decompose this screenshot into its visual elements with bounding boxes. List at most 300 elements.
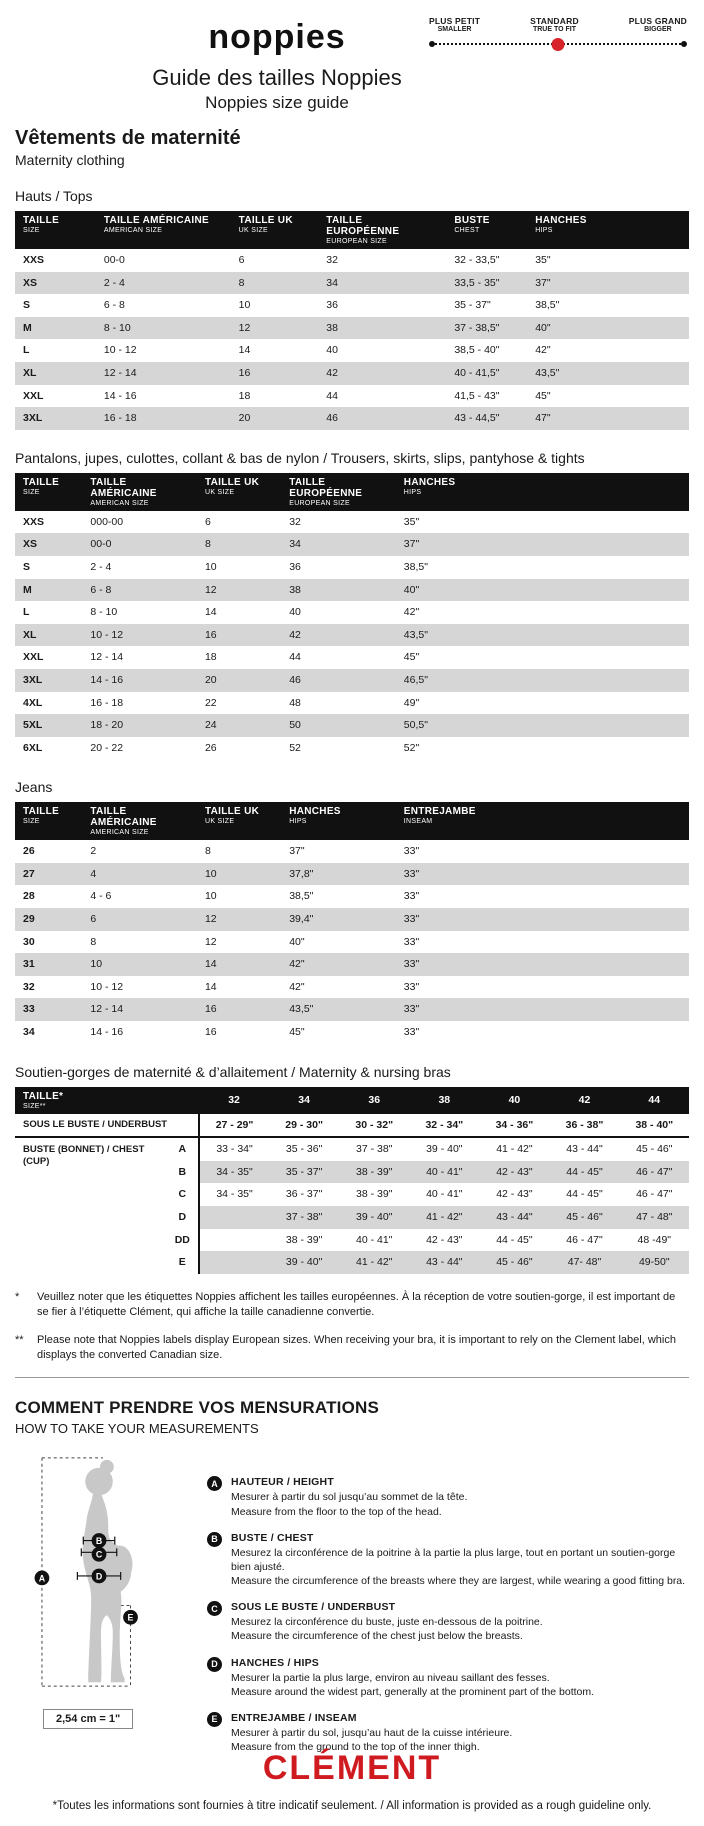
cell: 38,5" [535, 299, 560, 312]
cell: 45 - 46" [479, 1251, 549, 1274]
badge-e: E [127, 1613, 134, 1624]
column-header: TAILLE SIZE [15, 473, 82, 511]
jeans-header-row [15, 802, 689, 840]
column-header: BUSTE CHEST [446, 211, 527, 249]
cell: 10 - 12 [90, 980, 124, 993]
cell: 12 [231, 317, 319, 340]
table-row [15, 362, 689, 385]
cell: 10 - 12 [82, 624, 197, 647]
cell: 44 [326, 389, 338, 402]
table-row [15, 624, 689, 647]
cell: 26 [204, 741, 217, 754]
band-size: 42 [549, 1087, 619, 1114]
cell: 12 - 14 [96, 362, 231, 385]
cell: 36 - 38" [549, 1114, 619, 1138]
cell: 30 - 32" [339, 1114, 409, 1138]
column-header: TAILLE AMÉRICAINE AMERICAN SIZE [82, 473, 197, 511]
cell: 33" [403, 1026, 420, 1039]
fit-option-standard: STANDARD TRUE TO FIT [530, 16, 579, 33]
cell: 31 [15, 953, 82, 976]
cell: 47- 48" [549, 1251, 619, 1274]
cell: 2 - 4 [90, 560, 112, 573]
column-header: TAILLE AMÉRICAINE AMERICAN SIZE [82, 802, 197, 840]
cell: 42" [289, 980, 305, 993]
cell: 18 [204, 651, 217, 664]
cell: 30 [23, 935, 35, 948]
cell: 33" [403, 935, 420, 948]
measurement-item-inseam: E ENTREJAMBE / INSEAM Mesurer à partir du sol, jusqu’au haut de la cuisse intérieure. Measure from the ground to the top of the inner thigh. [207, 1712, 689, 1754]
cell: 43,5" [527, 362, 689, 385]
table-row [15, 272, 689, 295]
cell: M [15, 579, 82, 602]
cell: 52 [289, 741, 301, 754]
cell: 35 - 37" [454, 299, 491, 312]
table-row [15, 737, 689, 760]
cell: 5XL [15, 714, 82, 737]
cell: 40 - 41" [409, 1161, 479, 1184]
cell: 33" [403, 845, 420, 858]
letter-badge: C [207, 1601, 222, 1616]
cell: 3XL [15, 407, 96, 430]
cell: 000-00 [90, 515, 124, 528]
cell: 16 [204, 1026, 217, 1039]
cell: C [167, 1183, 199, 1206]
cell: 18 - 20 [82, 714, 197, 737]
column-header: TAILLE UK UK SIZE [197, 802, 281, 840]
cell: 33" [403, 980, 420, 993]
cell: 42 [281, 624, 396, 647]
cell: E [167, 1251, 199, 1274]
measurements-section [15, 1450, 689, 1767]
cell: 3XL [15, 669, 82, 692]
table-row [15, 953, 689, 976]
cell: 32 - 34" [409, 1114, 479, 1138]
band-size: 32 [199, 1087, 269, 1114]
bras-header-row [15, 1087, 689, 1114]
cell: 14 [238, 344, 251, 357]
column-header: HANCHES HIPS [281, 802, 396, 840]
row-group-label: BUSTE (BONNET) / CHEST (CUP) [15, 1137, 167, 1274]
table-row [15, 908, 689, 931]
page-title: Guide des tailles Noppies [152, 65, 402, 90]
footnote-en: ** Please note that Noppies labels display European sizes. When receiving your bra, it is important to rely on the Clement label, which displays the converted Canadian size. [15, 1333, 676, 1361]
page-subtitle: Noppies size guide [205, 93, 349, 112]
clement-logo: CLÉMENT [262, 1749, 442, 1788]
table-row [15, 885, 689, 908]
cell: 6 [238, 254, 245, 266]
column-header: HANCHES HIPS [396, 473, 689, 511]
cell: 44 - 45" [549, 1161, 619, 1184]
cell: 48 [289, 696, 301, 709]
cell: 36 - 37" [285, 1188, 323, 1201]
letter-badge: A [207, 1476, 222, 1491]
cell: 00-0 [82, 533, 197, 556]
cell: 37" [289, 845, 305, 858]
cell: 41 - 42" [339, 1251, 409, 1274]
cell: 18 [238, 389, 251, 402]
cell: 12 [204, 935, 217, 948]
cell: 6 [204, 515, 211, 528]
column-header: TAILLE EUROPÉENNE EUROPEAN SIZE [281, 473, 396, 511]
cell: 32 [289, 515, 301, 528]
column-header: ENTREJAMBE INSEAM [396, 802, 689, 840]
cell: 36 [326, 299, 338, 312]
table-row [15, 294, 689, 317]
header [15, 0, 689, 113]
cell: 12 [197, 908, 281, 931]
cell: A [167, 1137, 199, 1161]
cell: 33,5 - 35" [446, 272, 527, 295]
cell: 45 - 46" [636, 1143, 673, 1156]
badge-d: D [95, 1571, 103, 1582]
cell: 38,5 - 40" [454, 344, 500, 357]
cell: 20 [231, 407, 319, 430]
cell: 46,5" [396, 669, 689, 692]
fit-option-smaller: PLUS PETIT SMALLER [429, 16, 481, 33]
cell: 34 - 35" [199, 1161, 269, 1184]
table-row [15, 863, 689, 886]
cell: 42" [403, 606, 420, 619]
cell: XS [15, 272, 96, 295]
cell: XXL [23, 389, 44, 402]
cell: 41 - 42" [409, 1206, 479, 1229]
cell: 42 [318, 362, 446, 385]
cell: 41,5 - 43" [454, 389, 500, 402]
cell: 40 [326, 344, 338, 357]
cell: 42" [281, 953, 396, 976]
cell: 40 - 41" [426, 1188, 463, 1201]
cell: 10 [238, 299, 251, 312]
badge-c: C [95, 1550, 103, 1561]
cell: 45" [535, 389, 551, 402]
cell: 24 [197, 714, 281, 737]
cell: 16 [197, 624, 281, 647]
cell: 38 [281, 579, 396, 602]
cell: 43 - 44" [566, 1143, 603, 1156]
cell: 33" [403, 890, 420, 903]
cell: 32 [23, 980, 35, 993]
cell: 2 - 4 [96, 272, 231, 295]
cell: 47 - 48" [620, 1206, 689, 1229]
cell: 33" [396, 863, 689, 886]
cell: XXS [23, 254, 45, 266]
cell: 4 - 6 [90, 890, 112, 903]
letter-badge: D [207, 1657, 222, 1672]
cell: 28 [23, 890, 35, 903]
cell: 43,5" [281, 998, 396, 1021]
table-row [15, 533, 689, 556]
table-row [15, 385, 689, 408]
cell: 36 [289, 560, 301, 573]
cell: 8 [231, 272, 319, 295]
cell: 50,5" [396, 714, 689, 737]
bottoms-table [15, 473, 689, 760]
cell: 20 [197, 669, 281, 692]
cell: XS [15, 533, 82, 556]
measurement-item-hips: D HANCHES / HIPS Mesurer la partie la plus large, environ au niveau saillant des fesses. Measure around the widest part, generally at the prominent part of the bottom. [207, 1657, 689, 1699]
cell: 42" [535, 344, 551, 357]
cell: 10 [204, 890, 217, 903]
cell: 42 - 43" [479, 1161, 549, 1184]
cell: 16 - 18 [96, 407, 231, 430]
cell: 40 [289, 606, 301, 619]
measurements-title-en: HOW TO TAKE YOUR MEASUREMENTS [15, 1421, 259, 1437]
table-row [15, 998, 689, 1021]
cell [199, 1251, 269, 1274]
table-row [15, 714, 689, 737]
cell: 6 - 8 [82, 579, 197, 602]
table-row [15, 931, 689, 954]
measurement-item-height: A HAUTEUR / HEIGHT Mesurer à partir du sol jusqu’au sommet de la tête. Measure from the floor to the top of the head. [207, 1476, 689, 1518]
cell: 35" [535, 254, 551, 266]
footnotes [15, 1290, 689, 1364]
table-row [15, 840, 689, 863]
cell: 42 - 43" [496, 1188, 533, 1201]
measurement-list [207, 1450, 689, 1767]
cell: 10 - 12 [103, 344, 137, 357]
body-measurement-diagram [15, 1450, 187, 1696]
footer-disclaimer: *Toutes les informations sont fournies à titre indicatif seulement. / All information is provided as a rough guideline only. [52, 1800, 652, 1813]
table-row [15, 317, 689, 340]
cell: 16 [231, 362, 319, 385]
cell: 34 - 35" [216, 1188, 253, 1201]
badge-a: A [38, 1573, 46, 1584]
table-row [15, 339, 689, 362]
cell: 44 - 45" [496, 1233, 533, 1246]
measurements-title-fr: COMMENT PRENDRE VOS MENSURATIONS [15, 1398, 380, 1418]
bras-size-header: TAILLE* SIZE** [15, 1087, 199, 1114]
cell: 39 - 40" [339, 1206, 409, 1229]
cell: 42 - 43" [426, 1233, 463, 1246]
cell: 40" [396, 579, 689, 602]
tops-header-row [15, 211, 689, 249]
column-header: TAILLE EUROPÉENNE EUROPEAN SIZE [318, 211, 446, 249]
column-header: TAILLE UK UK SIZE [231, 211, 319, 249]
cell: 45" [289, 1026, 305, 1039]
cell: 33 [15, 998, 82, 1021]
cell: DD [167, 1229, 199, 1252]
cell: 43 - 44" [409, 1251, 479, 1274]
band-size: 40 [479, 1087, 549, 1114]
column-header: TAILLE SIZE [15, 211, 96, 249]
cell: 4XL [23, 696, 43, 709]
cell: 14 [204, 606, 217, 619]
cell: 49" [403, 696, 420, 709]
cell: 37 - 38" [269, 1206, 339, 1229]
cell: 27 - 29" [199, 1114, 269, 1138]
cell: B [167, 1161, 199, 1184]
cell: 38 - 39" [285, 1233, 323, 1246]
cell: 50 [281, 714, 396, 737]
track-end-dot-icon [681, 41, 687, 47]
cell: 41 - 42" [496, 1143, 533, 1156]
cell: 14 - 16 [103, 389, 137, 402]
selected-fit-dot-icon [552, 38, 565, 51]
bras-heading: Soutien-gorges de maternité & d’allaitement / Maternity & nursing bras [15, 1063, 451, 1080]
cell: 6 [82, 908, 197, 931]
column-header: TAILLE UK UK SIZE [197, 473, 281, 511]
cell: 32 [326, 254, 338, 266]
cell: 38 [318, 317, 446, 340]
cell: 44 - 45" [566, 1188, 603, 1201]
cell: 8 [197, 533, 281, 556]
cell: 20 - 22 [90, 741, 124, 754]
cell: 52" [403, 741, 420, 754]
fit-track [429, 37, 687, 53]
cell: 35 - 36" [285, 1143, 323, 1156]
bras-table [15, 1087, 689, 1274]
cell: 39 - 40" [269, 1251, 339, 1274]
table-row [15, 646, 689, 669]
cell: XXL [23, 651, 44, 664]
cell: 16 - 18 [90, 696, 124, 709]
table-row [15, 669, 689, 692]
cell: 46 - 47" [620, 1161, 689, 1184]
cell: S [23, 299, 31, 312]
cell: 34 [281, 533, 396, 556]
cell: 48 -49" [637, 1233, 672, 1246]
cell: 8 - 10 [90, 606, 118, 619]
footnote-fr: * Veuillez noter que les étiquettes Noppies affichent les tailles européennes. À la réception de votre soutien-gorge, il est important de se fier à l’étiquette Clément, qui affiche la taille canadienne convertie. [15, 1290, 676, 1319]
section-title-fr: Vêtements de maternité [15, 127, 241, 149]
cell: 37" [527, 272, 689, 295]
cell: 43 - 44" [479, 1206, 549, 1229]
cell: D [167, 1206, 199, 1229]
cell: 38 - 40" [620, 1114, 689, 1138]
cell: 38 - 39" [339, 1161, 409, 1184]
cell: XL [15, 624, 82, 647]
underbust-row [15, 1114, 689, 1138]
measurement-item-chest: B BUSTE / CHEST Mesurez la circonférence de la poitrine à la partie la plus large, tout en portant un soutien-gorge bien ajusté. Measure the circumference of the breasts where they are largest, while wearing a good fitting bra. [207, 1532, 689, 1589]
cell: 8 [204, 845, 211, 858]
cell: 14 - 16 [90, 1026, 124, 1039]
band-size: 44 [620, 1087, 689, 1114]
cell: 34 [318, 272, 446, 295]
bottoms-heading: Pantalons, jupes, culottes, collant & bas de nylon / Trousers, skirts, slips, pantyhose & tights [15, 449, 585, 466]
cell: 45 - 46" [549, 1206, 619, 1229]
cell: 35" [403, 515, 420, 528]
band-size: 34 [269, 1087, 339, 1114]
fit-option-bigger: PLUS GRAND BIGGER [628, 16, 687, 33]
tops-table [15, 211, 689, 430]
cell: 46 [281, 669, 396, 692]
cell: 4 [82, 863, 197, 886]
cell: S [23, 560, 31, 573]
cell: 10 [204, 560, 217, 573]
letter-badge: B [207, 1532, 222, 1547]
track-start-dot-icon [429, 41, 435, 47]
cell: 26 [23, 845, 35, 858]
cell: 37" [396, 533, 689, 556]
cell: 39,4" [281, 908, 396, 931]
cell: 2 [90, 845, 97, 858]
cell: 46 - 47" [636, 1188, 673, 1201]
cell: 12 - 14 [82, 998, 197, 1021]
cell: 45" [403, 651, 420, 664]
jeans-heading: Jeans [15, 779, 53, 796]
cell: 12 [197, 579, 281, 602]
divider [15, 1377, 689, 1378]
cell: 38 - 39" [356, 1188, 393, 1201]
cell: 00-0 [103, 254, 125, 266]
table-row [15, 1137, 689, 1161]
cell: 47" [527, 407, 689, 430]
cell: 38,5" [289, 890, 314, 903]
measurement-item-underbust: C SOUS LE BUSTE / UNDERBUST Mesurez la circonférence du buste, juste en-dessous de la poitrine. Measure the circumference of the chest just below the breasts. [207, 1601, 689, 1643]
conversion-note: 2,54 cm = 1" [43, 1709, 133, 1729]
tops-heading: Hauts / Tops [15, 188, 93, 204]
cell: 14 [204, 980, 217, 993]
cell: 46 [318, 407, 446, 430]
cell: 33" [396, 953, 689, 976]
pregnant-silhouette [83, 1460, 133, 1682]
cell: 33" [396, 908, 689, 931]
bottoms-header-row [15, 473, 689, 511]
cell: 46 - 47" [566, 1233, 603, 1246]
cell [199, 1206, 269, 1229]
noppies-logo: noppies [208, 18, 346, 56]
table-row [15, 556, 689, 579]
cell: 34 - 36" [479, 1114, 549, 1138]
cell: 6 - 8 [103, 299, 125, 312]
cell: 35 - 37" [269, 1161, 339, 1184]
underbust-label: SOUS LE BUSTE / UNDERBUST [15, 1114, 199, 1138]
badge-b: B [95, 1536, 103, 1547]
cell: 33" [396, 998, 689, 1021]
table-row [15, 976, 689, 999]
cell: 14 - 16 [82, 669, 197, 692]
column-header: TAILLE SIZE [15, 802, 82, 840]
cell: 43 - 44,5" [446, 407, 527, 430]
jeans-table [15, 802, 689, 1043]
section-title-en: Maternity clothing [15, 152, 125, 168]
table-row [15, 1021, 689, 1044]
cell: 8 [90, 935, 97, 948]
cell: 16 [197, 998, 281, 1021]
cell: 12 - 14 [90, 651, 124, 664]
cell: 40" [527, 317, 689, 340]
cell: 40 - 41" [356, 1233, 393, 1246]
cell: 10 [82, 953, 197, 976]
cell: 43,5" [396, 624, 689, 647]
cell: 33 - 34" [216, 1143, 253, 1156]
column-header: TAILLE AMÉRICAINE AMERICAN SIZE [96, 211, 231, 249]
cell: 10 [197, 863, 281, 886]
cell: 32 - 33,5" [454, 254, 500, 266]
column-header: HANCHES HIPS [527, 211, 689, 249]
cell: 34 [23, 1026, 35, 1039]
cell: 40" [289, 935, 305, 948]
table-row [15, 692, 689, 715]
cell: M [15, 317, 96, 340]
cell: 44 [289, 651, 301, 664]
cell [199, 1229, 269, 1252]
cell: XXS [23, 515, 45, 528]
cell: 22 [204, 696, 217, 709]
cell: 37,8" [281, 863, 396, 886]
table-row [15, 407, 689, 430]
cell: 6XL [23, 741, 43, 754]
table-row [15, 579, 689, 602]
cell: 29 [15, 908, 82, 931]
fit-indicator [429, 16, 687, 53]
band-size: 38 [409, 1087, 479, 1114]
cell: L [23, 344, 30, 357]
table-row [15, 601, 689, 624]
table-row [15, 511, 689, 534]
cell: 49-50" [620, 1251, 689, 1274]
band-size: 36 [339, 1087, 409, 1114]
